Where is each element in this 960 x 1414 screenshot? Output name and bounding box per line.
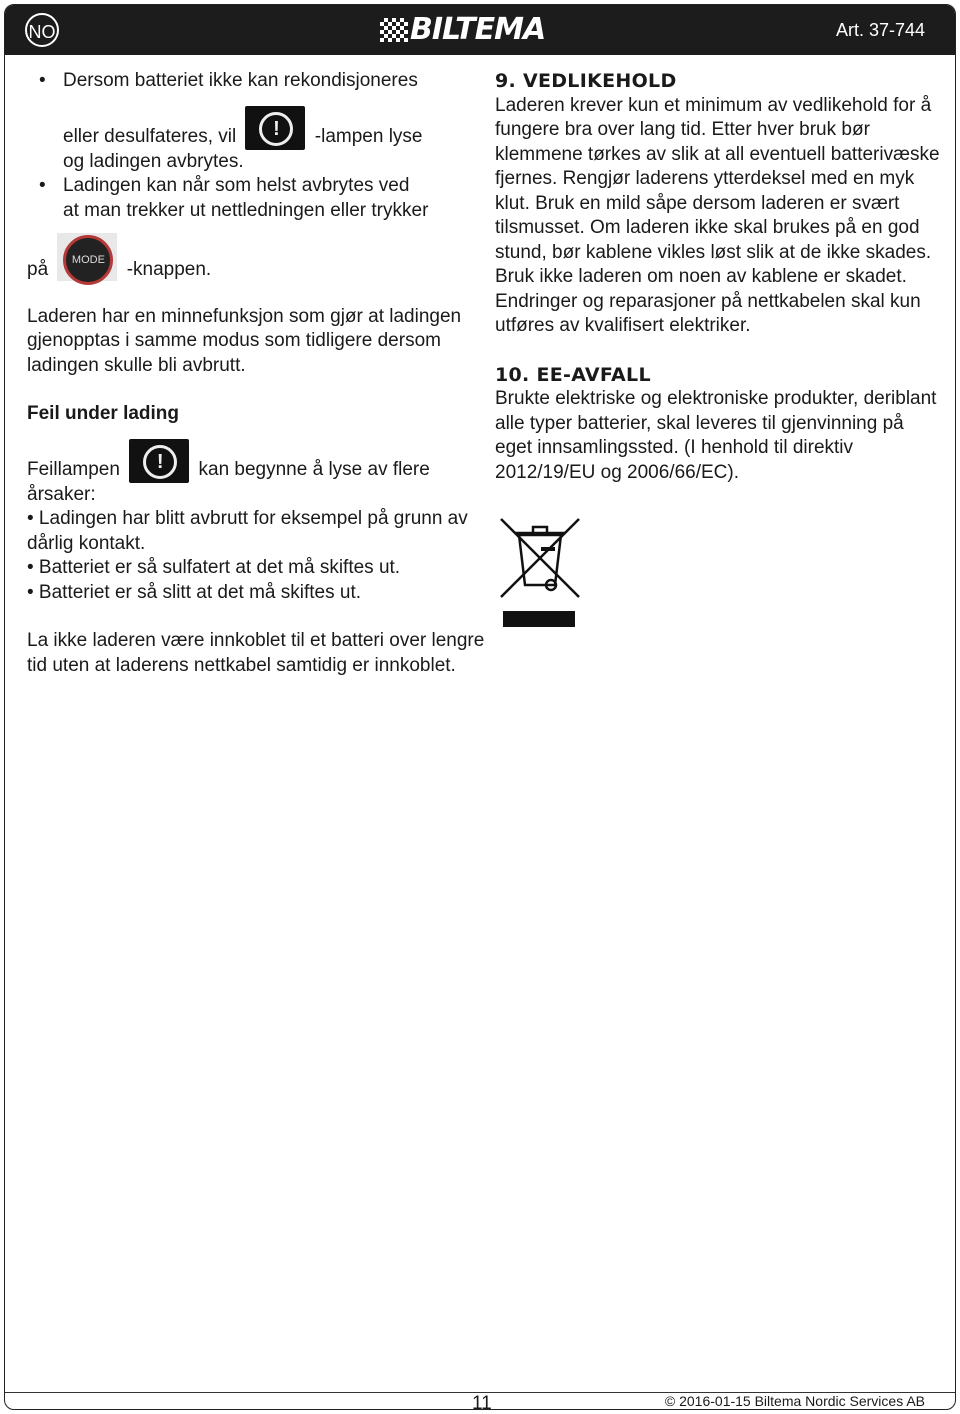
text-line: og ladingen avbrytes.	[63, 150, 244, 172]
page-header	[5, 5, 955, 55]
brand-name: BILTEMA	[410, 12, 546, 47]
maintenance-body: Laderen krever kun et minimum av vedlikehold for å fungere bra over lang tid. Etter hver bruk bør klemmene tørkes av slik at all eventuell batterivæske fjernes. Rengjør laderens ytterdeksel med en myk klut. Bruk en mild såpe dersom laderen er svært tilsmusset. Om laderen ikke skal brukes på en god stund, bør kablene vikles løst slik at de ikke skades. Bruk ikke laderen om noen av kablene er skadet. Endringer og reparasjoner på nettkabelen skal kun utføres av kvalifisert elektriker.	[495, 94, 940, 336]
section-title-maintenance: 9. VEDLIKEHOLD	[495, 70, 677, 92]
fault-cause-item: • Ladingen har blitt avbrutt for eksempel på grunn av dårlig kontakt.	[27, 508, 468, 554]
checkered-flag-icon	[380, 18, 408, 42]
text-fragment: Feillampen	[27, 458, 120, 480]
language-badge: NO	[25, 13, 59, 47]
text-fragment: på	[27, 259, 49, 280]
bullet-dot: •	[39, 70, 46, 91]
fault-heading: Feil under lading	[27, 403, 180, 424]
fault-cause-item: • Batteriet er så slitt at det må skiftes ut.	[27, 581, 362, 603]
text-fragment: eller desulfateres, vil	[63, 125, 237, 147]
right-column	[495, 69, 945, 485]
crossed-bin-icon	[497, 513, 583, 633]
fault-lamp-icon: !	[129, 439, 189, 483]
article-number: Art. 37-744	[835, 20, 925, 40]
left-column	[27, 69, 487, 678]
text-line	[63, 106, 487, 150]
text-line: Ladingen kan når som helst avbrytes ved	[63, 175, 410, 196]
page-number: 11	[468, 1393, 496, 1410]
warning-paragraph: La ikke laderen være innkoblet til et batteri over lengre tid uten at laderens nettkabel samtidig er innkoblet.	[27, 630, 485, 676]
manual-page	[4, 4, 956, 1410]
bullet-dot: •	[39, 175, 46, 196]
weee-body: Brukte elektriske og elektroniske produkter, deriblant alle typer batterier, skal leveres til gjenvinning på eget innsamlingssted. (I henhold til direktiv 2012/19/EU og 2006/66/EC).	[495, 388, 937, 483]
text-line	[27, 439, 487, 483]
list-item	[27, 69, 487, 174]
fault-cause-item: • Batteriet er så sulfatert at det må skiftes ut.	[27, 557, 401, 578]
mode-label: MODE	[63, 235, 113, 285]
brand-logo	[380, 14, 585, 46]
copyright: © 2016-01-15 Biltema Nordic Services AB	[664, 1393, 925, 1409]
text-fragment: -lampen lyse	[314, 125, 423, 147]
text-line	[27, 233, 487, 283]
text-fragment: -knappen.	[126, 259, 212, 280]
text-line: årsaker:	[27, 483, 96, 505]
list-item	[27, 174, 487, 223]
text-line: Dersom batteriet ikke kan rekondisjoneres	[63, 70, 418, 91]
section-title-weee: 10. EE-AVFALL	[495, 363, 651, 386]
text-line: at man trekker ut nettledningen eller trykker	[63, 199, 429, 221]
text-fragment: kan begynne å lyse av flere	[198, 458, 430, 480]
warning-lamp-icon: !	[245, 106, 305, 150]
memory-paragraph: Laderen har en minnefunksjon som gjør at ladingen gjenopptas i samme modus som tidligere dersom ladingen skulle bli avbrutt.	[27, 305, 462, 376]
mode-button-icon	[57, 233, 117, 281]
